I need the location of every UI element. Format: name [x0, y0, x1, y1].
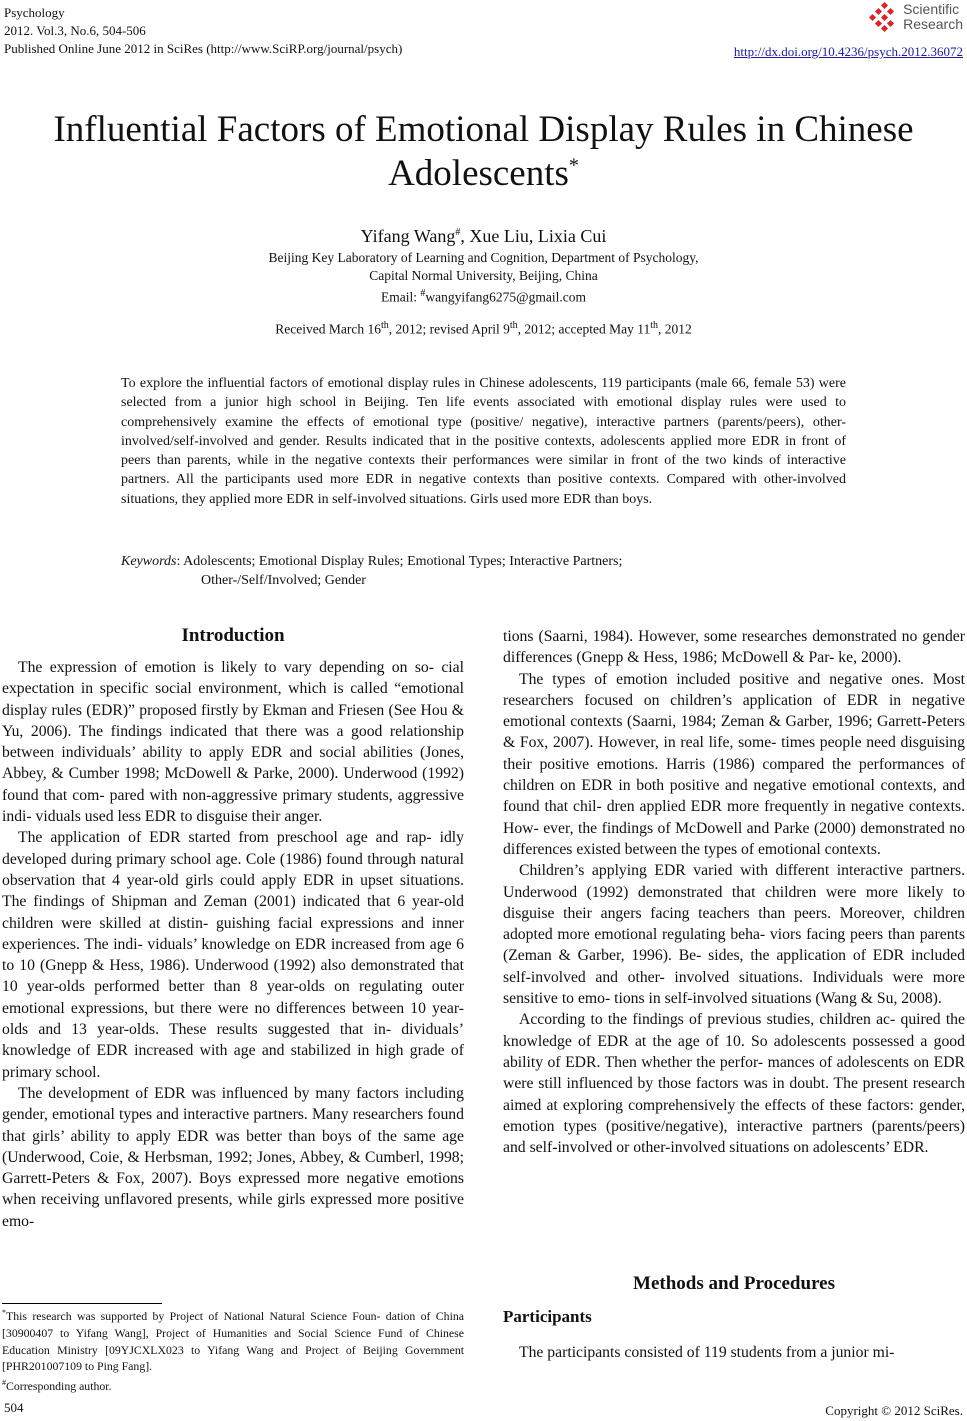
dates-line [0, 320, 967, 338]
title-line1: Influential Factors of Emotional Display Rules in Chinese [53, 109, 914, 150]
left-column [2, 657, 464, 1232]
keywords-line1: : Adolescents; Emotional Display Rules; Emotional Types; Interactive Partners; [176, 554, 623, 569]
footnote1-mark: * [2, 1308, 6, 1317]
title-line2: Adolescents [388, 153, 569, 194]
copyright: Copyright © 2012 SciRes. [825, 1403, 963, 1418]
received-sup: th [380, 320, 389, 331]
logo-text [903, 2, 963, 32]
accepted-sup: th [650, 320, 659, 331]
logo-line1: Scientific [903, 1, 960, 17]
footnote2-mark: # [2, 1378, 6, 1388]
footnote-corresponding: Corresponding author. [6, 1379, 112, 1394]
revised-sup: th [509, 320, 518, 331]
introduction-heading: Introduction [181, 625, 285, 646]
intro-paragraph-3: The development of EDR was influenced by many factors including gender, emotional types and interactive partners. Many researchers found that girls’ ability to apply EDR was better than boys of the same age (Underwood, Coie, & Herbsman, 1992; Jones, Abbey, & Cumberl, 1998; Garrett-Peters & Fox, 2007). Boys expressed more negative emotions when receiving unflavored presents, while girls expressed more positive emo- [2, 1084, 464, 1230]
published-line: Published Online June 2012 in SciRes (http://www.SciRP.org/journal/psych) [4, 41, 403, 56]
author-list [0, 226, 967, 247]
page-number: 504 [4, 1400, 24, 1415]
other-authors: , Xue Liu, Lixia Cui [460, 226, 607, 246]
methods-heading: Methods and Procedures [633, 1273, 835, 1294]
footnotes [2, 1305, 464, 1395]
keywords-line2: Other-/Self/Involved; Gender [201, 573, 366, 589]
affiliation-line2: Capital Normal University, Beijing, China [369, 268, 598, 283]
doi-link[interactable]: http://dx.doi.org/10.4236/psych.2012.36072 [733, 44, 963, 59]
email-label: Email: [381, 289, 421, 305]
paper-title [0, 108, 967, 196]
intro-paragraph-2: The application of EDR started from preschool age and rap- idly developed during primary school age. Cole (1986) found through natural observation that 4 year-old girls could apply EDR in upset situations. The findings of Shipman and Zeman (2001) indicated that 6 year-old children were skilled at distin- guishing facial expressions and inner experiences. The indi- viduals’ knowledge on EDR increased from age 6 to 10 (Gnepp & Hess, 1986). Underwood (1992) also demonstrated that 10 year-olds performed better than 8 year-olds on regulating outer emotional expressions, but there were no differences between 10 year-olds and 13 year-olds. These results suggested that in- dividuals’ knowledge of EDR increased with age and stabilized in high grade of primary school. [2, 829, 464, 1081]
email-line [0, 285, 967, 307]
title-footnote-mark: * [568, 154, 579, 177]
keywords [121, 552, 846, 591]
participants-paragraph: The participants consisted of 119 students from a junior mi- [519, 1344, 895, 1361]
intro-paragraph-4: The types of emotion included positive and negative ones. Most researchers focused on children’s application of EDR in negative emotional contexts (Saarni, 1984; Zeman & Garber, 1996; Garrett-Peters & Fox, 2007). However, in real life, some- times people need disguising their positive emotions. Harris (1986) compared the performances of children on EDR in both positive and negative emotional contexts, and found that chil- dren applied EDR more frequently in negative contexts. How- ever, the findings of McDowell and Parke (2000) demonstrated no differences existed between the types of emotional contexts. [503, 670, 965, 858]
intro-paragraph-5: Children’s applying EDR varied with different interactive partners. Underwood (1992) demonstrated that children were more likely to disguise their angers facing teachers than peers. Moreover, children adopted more emotional regulating beha- viors facing peers than parents (Zeman & Garber, 1996). Be- sides, the application of EDR included self-involved and other- involved situations. Individuals were more sensitive to emo- tions in self-involved situations (Wang & Su, 2008). [503, 862, 965, 1008]
footnote-funding: This research was supported by Project of National Natural Science Foun- dation of China [30900407 to Yifang Wang], Project of Humanities and Social Science Fund of Chinese Education Ministry [09YJCXLX023 to Yifang Wang and Project of Beijing Government [PHR201007109 to Ping Fang]. [2, 1308, 464, 1374]
accepted-year: , 2012 [658, 321, 692, 337]
received-date: Received March 16 [275, 321, 381, 337]
participants-heading: Participants [503, 1307, 592, 1326]
corresponding-mark: # [455, 227, 461, 238]
intro-paragraph-1: The expression of emotion is likely to vary depending on so- cial expectation in specific social environment, which is called “emotional display rules (EDR)” proposed firstly by Ekman and Friesen (See Hou & Yu, 2006). The findings indicated that there was a good relationship between individuals’ ability to apply EDR and social abilities (Jones, Abbey, & Cumber 1998; McDowell & Parke, 2000). Underwood (1992) found that com- pared with non-aggressive primary students, aggressive indi- viduals used less EDR to disguise their anger. [2, 659, 464, 826]
footnote-rule [2, 1303, 162, 1304]
first-author: Yifang Wang [360, 226, 456, 246]
affiliation-line1: Beijing Key Laboratory of Learning and Cognition, Department of Psychology, [268, 250, 699, 265]
keywords-label: Keywords [121, 554, 177, 569]
publisher-logo [869, 0, 963, 34]
intro-paragraph-6: According to the findings of previous studies, children ac- quired the knowledge of EDR at the age of 10. So adolescents possessed a good ability of EDR. Then whether the perfor- mances of adolescents on EDR were still influenced by those factors was in doubt. The present research aimed at exploring comprehensively the effects of these factors: gender, emotion types (positive/negative), interactive partners (parents/peers) and self-involved or other-involved situations on adolescents’ EDR. [503, 1011, 965, 1157]
logo-diamond-icon [869, 2, 899, 32]
email-address: wangyifang6275@gmail.com [425, 289, 586, 305]
abstract: To explore the influential factors of emotional display rules in Chinese adolescents, 119 participants (male 66, female 53) were selected from a junior high school in Beijing. Ten life events associated with emotional display rules were used to comprehensively examine the effects of emotional type (positive/ negative), interactive partners (parents/peers), other-involved/self-involved and gender. Results indicated that in the positive contexts, adolescents applied more EDR in front of peers than parents, while in the negative contexts their performances were similar in front of the two kinds of interactive partners. All the participants used more EDR in negative contexts than positive contexts. Compared with other-involved situations, they applied more EDR in self-involved situations. Girls used more EDR than boys. [121, 376, 846, 507]
journal-name: Psychology [4, 5, 65, 20]
intro-paragraph-3-continued: tions (Saarni, 1984). However, some researches demonstrated no gender differences (Gnepp & Hess, 1986; McDowell & Par- ke, 2000). [503, 628, 965, 667]
methods-column [503, 1342, 965, 1363]
journal-volume: 2012. Vol.3, No.6, 504-506 [4, 23, 146, 38]
right-column [503, 626, 965, 1158]
email-mark: # [420, 288, 426, 299]
logo-line2: Research [903, 16, 963, 32]
accepted-date: , 2012; accepted May 11 [517, 321, 651, 337]
revised-date: , 2012; revised April 9 [388, 321, 510, 337]
